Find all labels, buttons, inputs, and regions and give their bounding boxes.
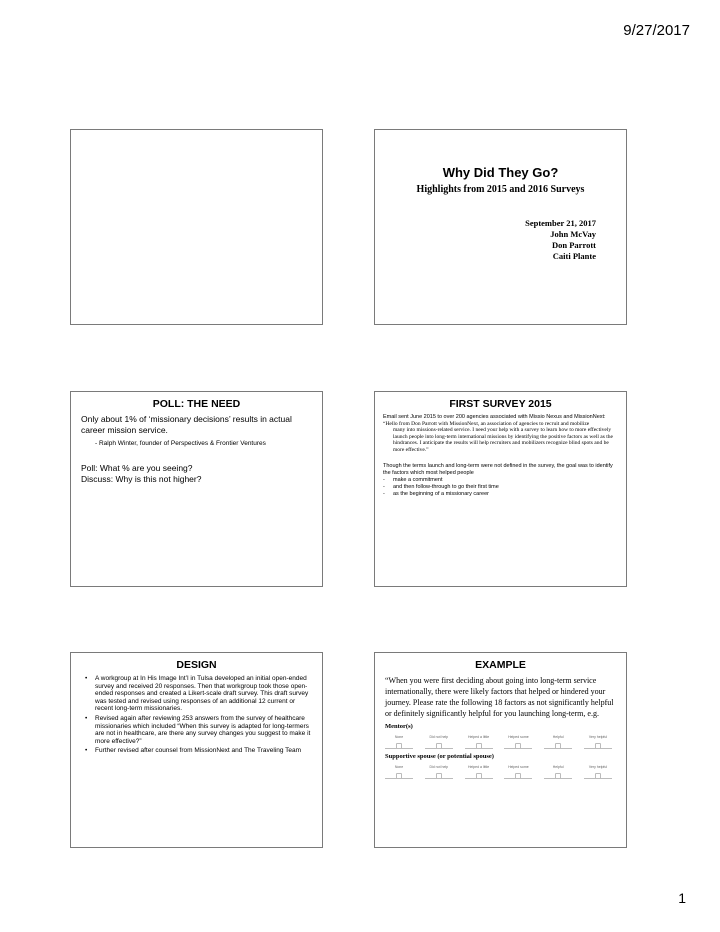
header-date: 9/27/2017 (623, 22, 690, 39)
radio-option (385, 743, 413, 749)
radio-option (504, 743, 532, 749)
survey-quote-rest: many into missions-related service. I need your help with a survey to learn how to more effectively launch people into long-term international missions by identifying the positive factors as well as the hindrances. I anticipate the results will help recruiters and mobilizers recognize blind spots and be more effective.” (393, 427, 613, 453)
slide-heading: FIRST SURVEY 2015 (449, 398, 552, 410)
radio-option (584, 743, 612, 749)
scale-option: Helpful (552, 735, 564, 739)
slide-poll (70, 391, 323, 587)
list-item: - and then follow-through to go their first time (383, 484, 618, 491)
presentation-subtitle: Highlights from 2015 and 2016 Surveys (416, 184, 585, 195)
example-text: “When you were first deciding about going into long-term service internationally, there were likely factors that helped or hindered your journey. Please rate the following 18 factors as not significantly helpful or definitely significantly helpful for you launching long-term, e.g. (385, 676, 614, 718)
scale-label: Supportive spouse (or potential spouse) (385, 753, 494, 760)
likert-scale-header (385, 762, 616, 773)
presenter-name: John McVay (550, 229, 596, 239)
scale-option: Helped a little (467, 735, 490, 739)
list-item: - as the beginning of a missionary career (383, 491, 618, 498)
scale-option: Did not help (429, 735, 449, 739)
slide-first-survey (374, 391, 627, 587)
likert-scale-header (385, 732, 616, 743)
presenter-name: Caiti Plante (552, 251, 596, 261)
slide-design (70, 652, 323, 848)
presentation-info (525, 218, 596, 262)
slide-title (374, 129, 627, 325)
scale-option: Helped some (508, 765, 529, 769)
poll-attribution: - Ralph Winter, founder of Perspectives & Frontier Ventures (95, 440, 266, 447)
list-item: • Further revised after counsel from MissionNext and The Traveling Team (85, 747, 312, 755)
list-item: • Revised again after reviewing 253 answers from the survey of healthcare missionaries which included “When this survey is adapted for long-termers are not in healthcare, are there any survey changes you suggest to make it more effective?” (85, 715, 312, 745)
radio-option (465, 773, 493, 779)
scale-option: Helpful (552, 765, 564, 769)
poll-question: Poll: What % are you seeing? (81, 463, 193, 473)
page-number: 1 (678, 890, 686, 906)
radio-option (385, 773, 413, 779)
likert-scale-radios (385, 773, 616, 779)
radio-option (584, 773, 612, 779)
radio-option (425, 773, 453, 779)
radio-option (544, 773, 572, 779)
scale-option: None (394, 765, 404, 769)
slide-heading: POLL: THE NEED (152, 398, 241, 410)
presentation-date: September 21, 2017 (525, 218, 596, 228)
radio-option (504, 773, 532, 779)
poll-statement: Only about 1% of ‘missionary decisions’ results in actual career mission service. (81, 414, 292, 435)
radio-option (544, 743, 572, 749)
survey-goals-list (383, 477, 618, 498)
slide-blank (70, 129, 323, 325)
survey-intro: Email sent June 2015 to over 200 agencies associated with Missio Nexus and MissionNext: (383, 414, 606, 420)
survey-quote (383, 421, 618, 453)
poll-discuss: Discuss: Why is this not higher? (81, 474, 202, 484)
slide-heading: EXAMPLE (475, 659, 526, 671)
scale-label: Mentor(s) (385, 723, 413, 730)
scale-option: Helped a little (467, 765, 490, 769)
list-item: - make a commitment (383, 477, 618, 484)
slide-heading: DESIGN (176, 659, 217, 671)
scale-option: None (394, 735, 404, 739)
likert-scale-radios (385, 743, 616, 749)
scale-option: Did not help (429, 765, 449, 769)
presenter-name: Don Parrott (552, 240, 596, 250)
survey-quote-first: “Hello from Don Parrott with MissionNext, an association of agencies to recruit and mobilize (383, 421, 590, 427)
presentation-title: Why Did They Go? (442, 165, 559, 180)
scale-option: Very helpful (588, 765, 608, 769)
scale-option: Very helpful (588, 735, 608, 739)
list-item: • A workgroup at In His Image Int’l in Tulsa developed an initial open-ended survey and received 20 responses. Then that workgroup took those open-ended responses and created a Likert-scale draft survey. This draft survey was tested and revised using responses of an additional 12 current or recent long-term missionaries. (85, 675, 312, 713)
radio-option (425, 743, 453, 749)
slide-example (374, 652, 627, 848)
radio-option (465, 743, 493, 749)
scale-option: Helped some (508, 735, 529, 739)
design-bullets (71, 675, 322, 755)
survey-note: Though the terms launch and long-term were not defined in the survey, the goal was to identify the factors which most helped people (383, 463, 613, 477)
